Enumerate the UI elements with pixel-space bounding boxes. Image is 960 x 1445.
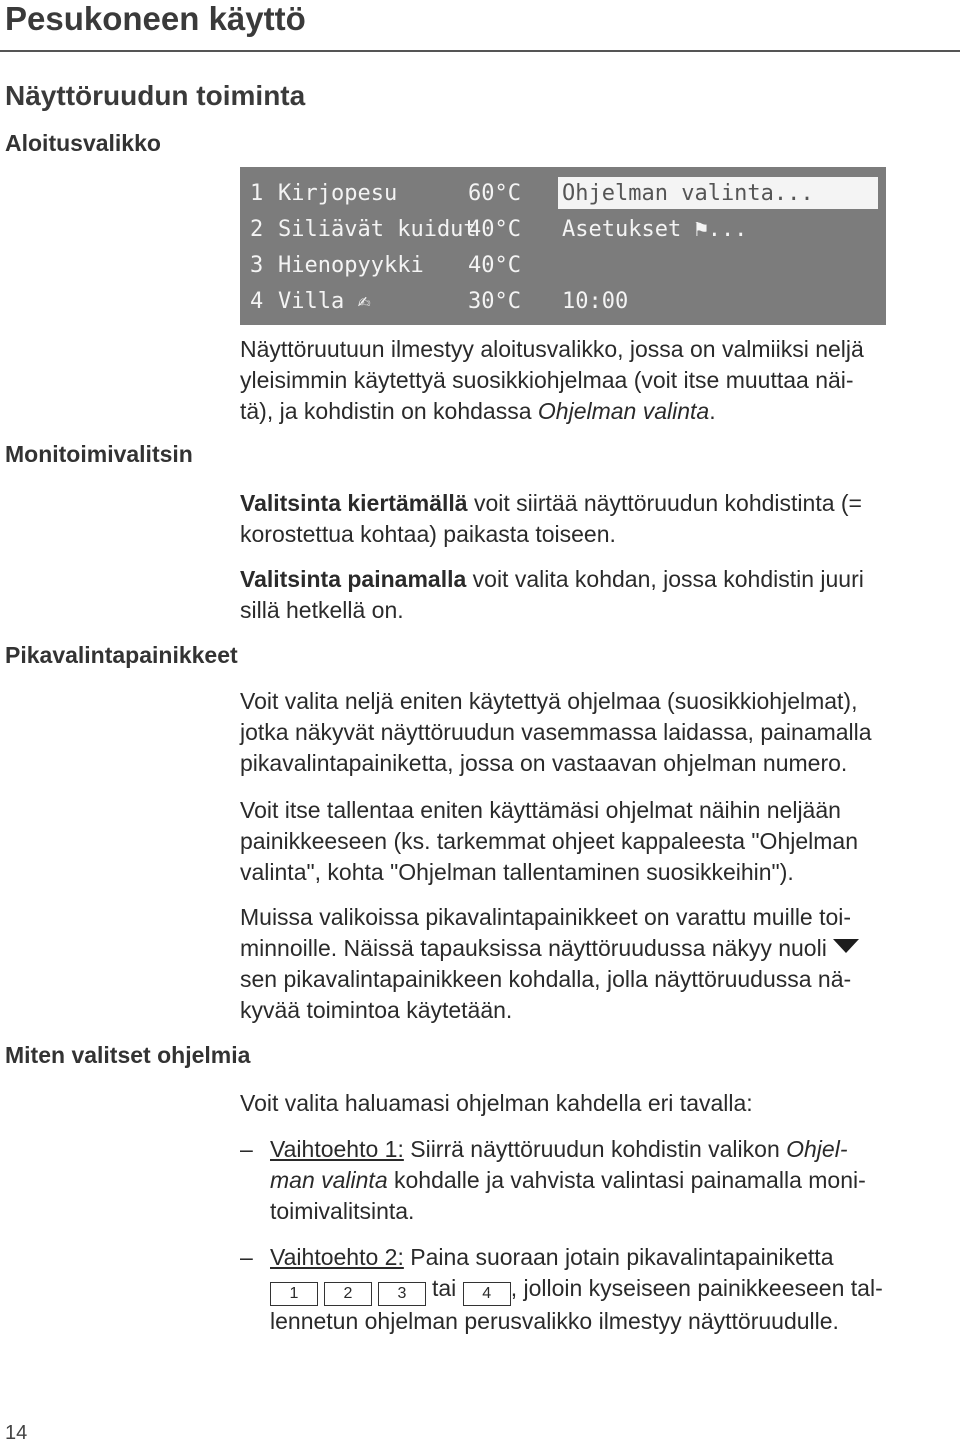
display-row-number: 1	[250, 181, 264, 206]
option-2	[270, 1242, 960, 1337]
text-line	[240, 564, 956, 595]
text-line: valinta", kohta "Ohjelman tallentaminen suosikkeihin").	[240, 859, 794, 885]
paragraph-press-selector	[240, 564, 956, 626]
text-line	[270, 1273, 960, 1306]
paragraph-start-menu	[240, 334, 956, 427]
text-line	[240, 396, 956, 427]
display-row-number: 3	[250, 253, 264, 278]
paragraph-quick-buttons-3	[240, 902, 956, 1026]
text-line	[270, 1242, 960, 1273]
arrow-down-icon	[833, 939, 859, 953]
paragraph-quick-buttons-1	[240, 686, 956, 779]
paragraph-rotate-selector	[240, 488, 956, 550]
paragraph-quick-buttons-2	[240, 795, 956, 888]
heading-multifunction-selector: Monitoimivalitsin	[5, 441, 193, 467]
text-line	[270, 1165, 960, 1196]
text-span: tai	[432, 1275, 457, 1301]
display-clock: 10:00	[562, 289, 629, 314]
text-span: kohdalle ja vahvista valintasi painamalla moni-	[387, 1167, 866, 1193]
text-span: voit siirtää näyttöruudun kohdistinta (=	[467, 490, 862, 516]
list-dash: –	[240, 1136, 253, 1162]
quick-button-4-icon: 4	[463, 1282, 511, 1306]
text-line: sen pikavalintapainikkeen kohdalla, jolla näyttöruudussa nä-	[240, 966, 852, 992]
text-line: Voit valita neljä eniten käytettyä ohjelmaa (suosikkiohjelmat),	[240, 688, 858, 714]
option-1	[270, 1134, 960, 1227]
display-row-program: Villa ✍	[278, 289, 371, 314]
text-span: , jolloin kyseiseen painikkeeseen tal-	[510, 1275, 883, 1301]
text-span: Paina suoraan jotain pikavalintapainiketta	[403, 1244, 834, 1270]
text-line: toimivalitsinta.	[270, 1198, 415, 1224]
heading-quick-buttons: Pikavalintapainikkeet	[5, 642, 238, 668]
text-line: yleisimmin käytettyä suosikkiohjelmaa (voit itse muuttaa näi-	[240, 367, 854, 393]
program-selection-term: Ohjelman valinta	[537, 398, 710, 424]
display-screen	[240, 167, 886, 325]
display-row-number: 2	[250, 217, 264, 242]
bold-term: Valitsinta painamalla	[240, 566, 467, 592]
menu-item-program-selection: Ohjelman valinta...	[562, 181, 814, 206]
paragraph-how-to-select: Voit valita haluamasi ohjelman kahdella eri tavalla:	[240, 1090, 753, 1116]
quick-button-2-icon: 2	[324, 1282, 372, 1306]
text-line	[240, 933, 956, 964]
display-row-program: Siliävät kuidut	[278, 217, 477, 242]
display-row-program: Kirjopesu	[278, 181, 398, 206]
heading-how-to-select: Miten valitset ohjelmia	[5, 1042, 251, 1068]
title-divider	[0, 50, 960, 52]
display-row-program: Hienopyykki	[278, 253, 424, 278]
list-dash: –	[240, 1244, 253, 1270]
heading-start-menu: Aloitusvalikko	[5, 130, 161, 156]
page-number: 14	[5, 1422, 28, 1444]
text-line: kyvää toimintoa käytetään.	[240, 997, 513, 1023]
text-line: Voit itse tallentaa eniten käyttämäsi ohjelmat näihin neljään	[240, 797, 841, 823]
text-line: pikavalintapainiketta, jossa on vastaavan ohjelman numero.	[240, 750, 848, 776]
program-selection-term: man valinta	[270, 1167, 388, 1193]
text-line: sillä hetkellä on.	[240, 597, 404, 623]
menu-item-settings: Asetukset ⚑...	[562, 217, 748, 242]
bold-term: Valitsinta kiertämällä	[240, 490, 468, 516]
display-row-temperature: 30°C	[468, 289, 521, 314]
text-line: korostettua kohtaa) paikasta toiseen.	[240, 521, 616, 547]
page-title: Pesukoneen käyttö	[5, 0, 306, 37]
text-line	[240, 488, 956, 519]
quick-button-1-icon: 1	[270, 1282, 318, 1306]
text-span: voit valita kohdan, jossa kohdistin juuri	[466, 566, 864, 592]
program-selection-term: Ohjel-	[786, 1136, 848, 1162]
text-line: Muissa valikoissa pikavalintapainikkeet on varattu muille toi-	[240, 904, 852, 930]
display-row-number: 4	[250, 289, 264, 314]
text-line: painikkeeseen (ks. tarkemmat ohjeet kappaleesta "Ohjelman	[240, 828, 858, 854]
quick-button-3-icon: 3	[378, 1282, 426, 1306]
text-line: lennetun ohjelman perusvalikko ilmestyy näyttöruudulle.	[270, 1308, 839, 1334]
option-label: Vaihtoehto 2:	[270, 1244, 404, 1270]
display-row-temperature: 40°C	[468, 217, 521, 242]
text-span: Siirrä näyttöruudun kohdistin valikon	[403, 1136, 787, 1162]
text-line: Näyttöruutuun ilmestyy aloitusvalikko, jossa on valmiiksi neljä	[240, 336, 864, 362]
display-row-temperature: 60°C	[468, 181, 521, 206]
text-line	[270, 1134, 960, 1165]
option-label: Vaihtoehto 1:	[270, 1136, 404, 1162]
text-line: jotka näkyvät näyttöruudun vasemmassa laidassa, painamalla	[240, 719, 872, 745]
text-span: tä), ja kohdistin on kohdassa	[240, 398, 538, 424]
section-title: Näyttöruudun toiminta	[5, 80, 306, 111]
text-span: minnoille. Näissä tapauksissa näyttöruudussa näkyy nuoli	[240, 935, 827, 961]
text-span: .	[709, 398, 716, 424]
display-row-temperature: 40°C	[468, 253, 521, 278]
